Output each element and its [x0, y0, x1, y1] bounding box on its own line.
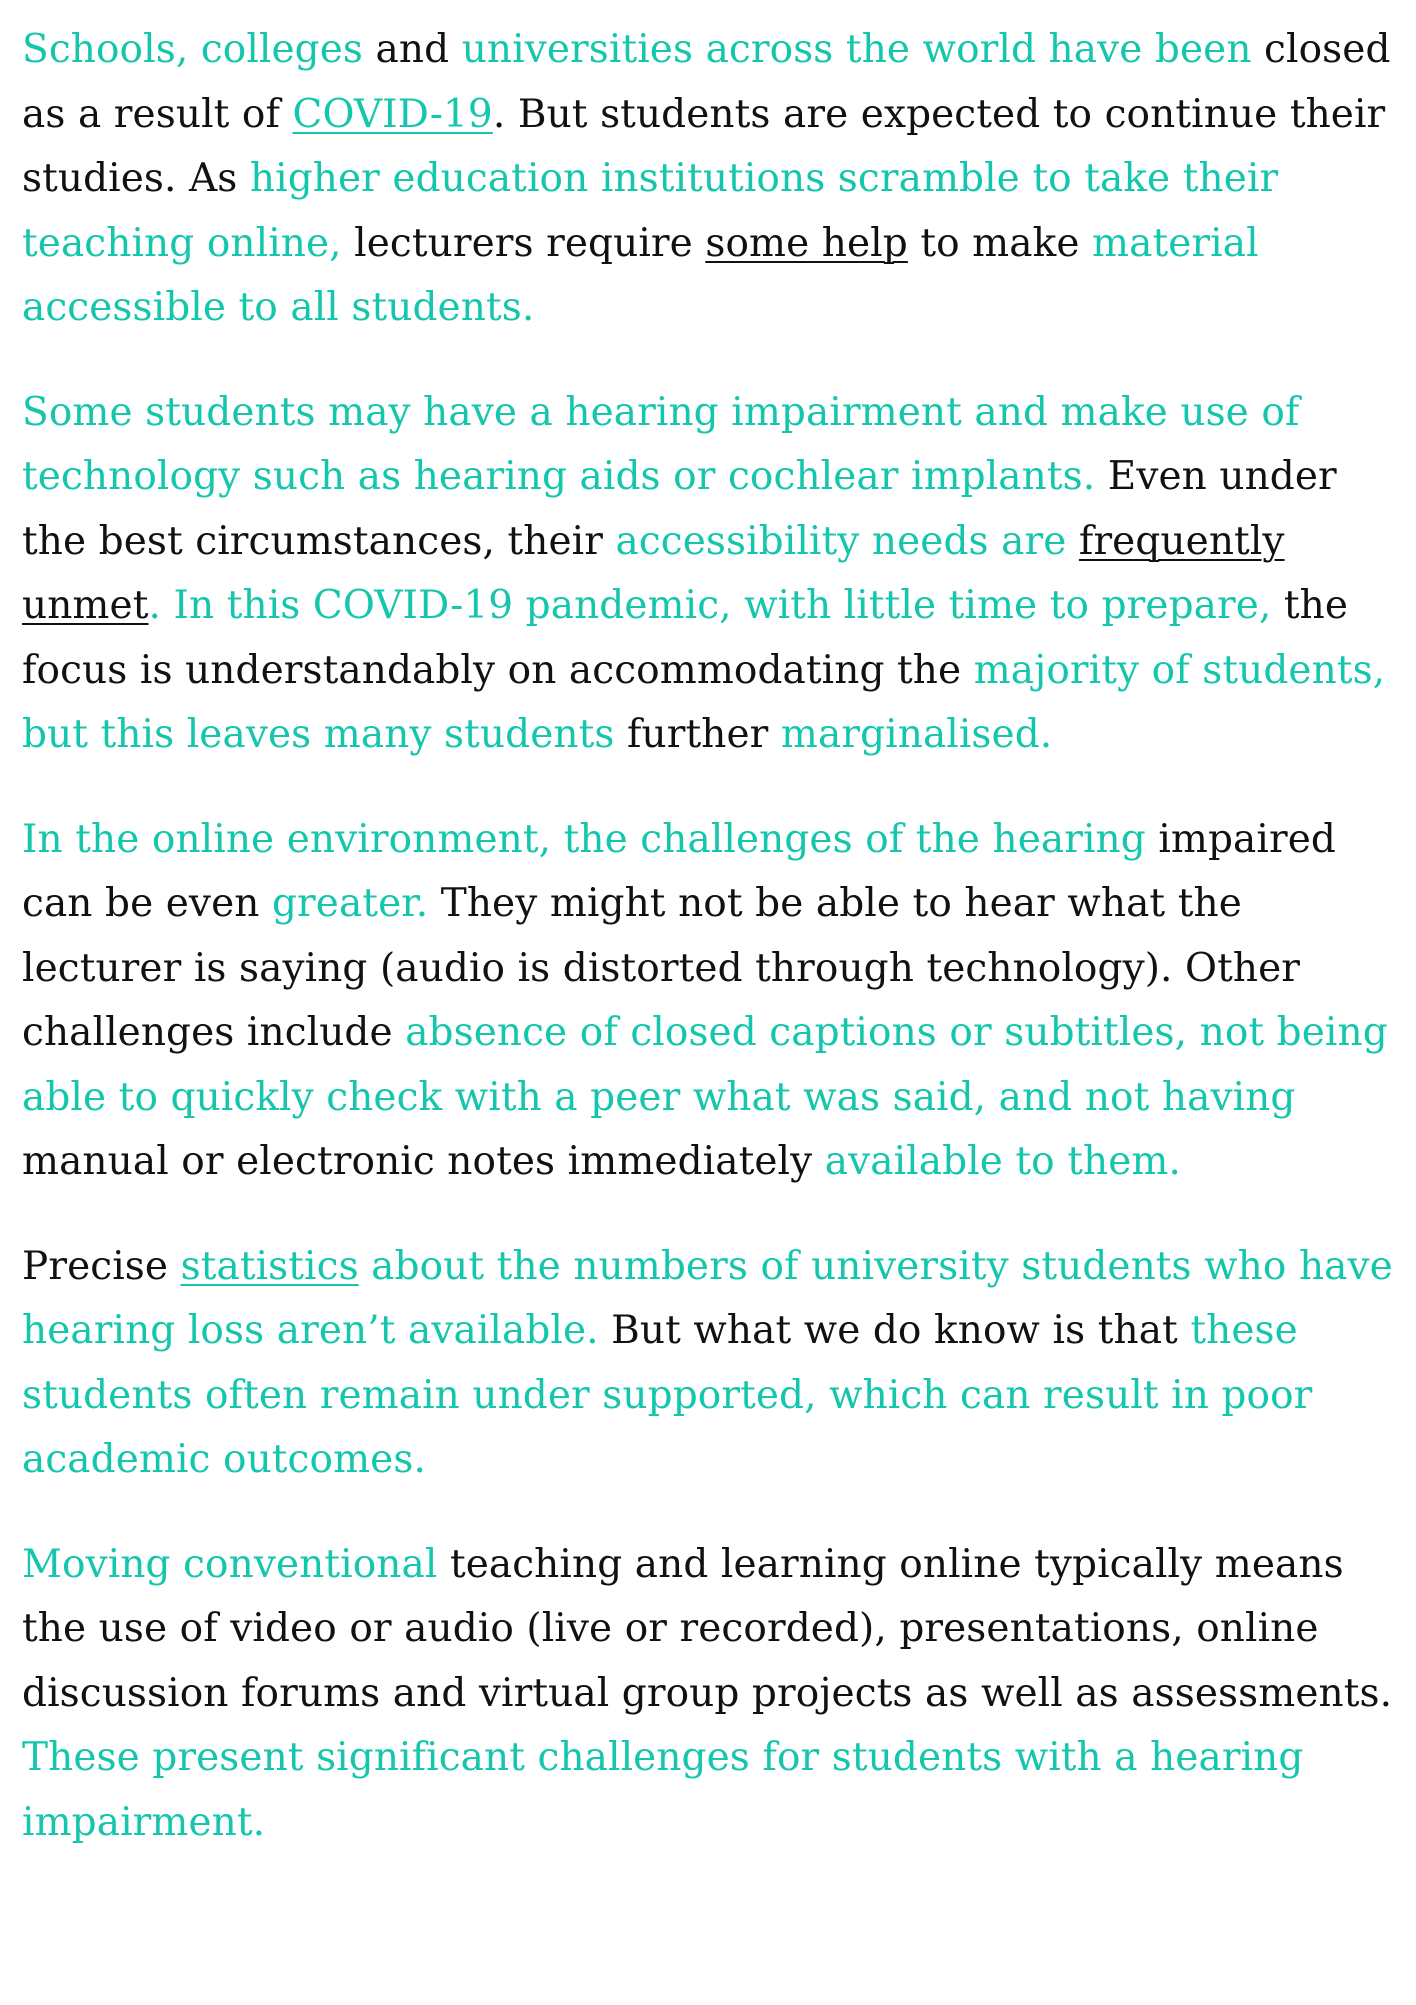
text-run: manual or electronic notes immediately: [22, 1139, 825, 1184]
text-run: They might not be able to hear what the lecturer is saying (audio is distorted through technology). Other challenges include: [22, 881, 1300, 1055]
paragraph: [22, 808, 1402, 1195]
text-run: greater.: [271, 881, 441, 926]
text-run: the focus is understandably on accommodating the: [22, 583, 1349, 693]
text-run: closed as a result of: [22, 27, 1391, 137]
paragraph: [22, 18, 1402, 341]
text-run: Even under the best circumstances, their: [22, 454, 1337, 564]
text-run: . But students are expected to continue their studies. As: [22, 91, 1386, 201]
text-run: majority of students, but this leaves many students: [22, 647, 1386, 757]
text-run: marginalised.: [780, 712, 1053, 757]
paragraph: [22, 1235, 1402, 1493]
text-run: Some students may have a hearing impairment and make use of technology such as hearing aids or cochlear implants.: [22, 389, 1300, 499]
inline-link[interactable]: frequently unmet: [22, 518, 1285, 628]
text-run: universities across the world have been: [461, 27, 1252, 72]
text-run: available to them.: [824, 1139, 1181, 1184]
text-run: colleges: [200, 27, 376, 72]
text-run: absence of closed captions or subtitles, not being able to quickly check with a peer what was said, and not having: [22, 1010, 1388, 1120]
inline-link[interactable]: COVID-19: [292, 91, 493, 137]
text-run: But what we do know is that: [611, 1308, 1191, 1353]
text-run: pandemic, with little time to prepare,: [525, 583, 1284, 628]
inline-link[interactable]: statistics: [180, 1243, 359, 1289]
text-run: material accessible to all students.: [22, 220, 1259, 330]
text-run: lecturers require: [354, 220, 706, 266]
text-run: These present significant challenges for students with a hearing impairment.: [22, 1735, 1304, 1845]
text-run: . In this COVID-19: [148, 583, 526, 628]
text-run: Precise: [22, 1243, 181, 1289]
text-run: accessibility needs are: [615, 518, 1079, 564]
paragraph: [22, 381, 1402, 768]
text-run: and: [375, 27, 462, 72]
text-run: higher education institutions scramble to take their teaching online,: [22, 156, 1279, 266]
text-run: to make: [907, 220, 1093, 266]
text-run: impaired can be even: [22, 816, 1336, 926]
text-run: teaching and learning online typically means the use of video or audio (live or recorded), presentations, online discussion forums and virtual group projects as well as assessments.: [22, 1541, 1393, 1716]
text-run: about the numbers of university students who have hearing loss aren’t available.: [22, 1243, 1393, 1353]
inline-link[interactable]: some help: [705, 220, 908, 266]
text-run: In the online environment, the challenges of the hearing: [22, 816, 1159, 862]
text-run: these students often remain under supported, which can result in poor academic outcomes.: [22, 1308, 1313, 1482]
paragraph: [22, 1533, 1402, 1856]
text-run: Schools,: [22, 27, 201, 72]
article-body: [22, 18, 1402, 1855]
text-run: further: [627, 712, 781, 757]
text-run: Moving conventional: [22, 1541, 450, 1587]
